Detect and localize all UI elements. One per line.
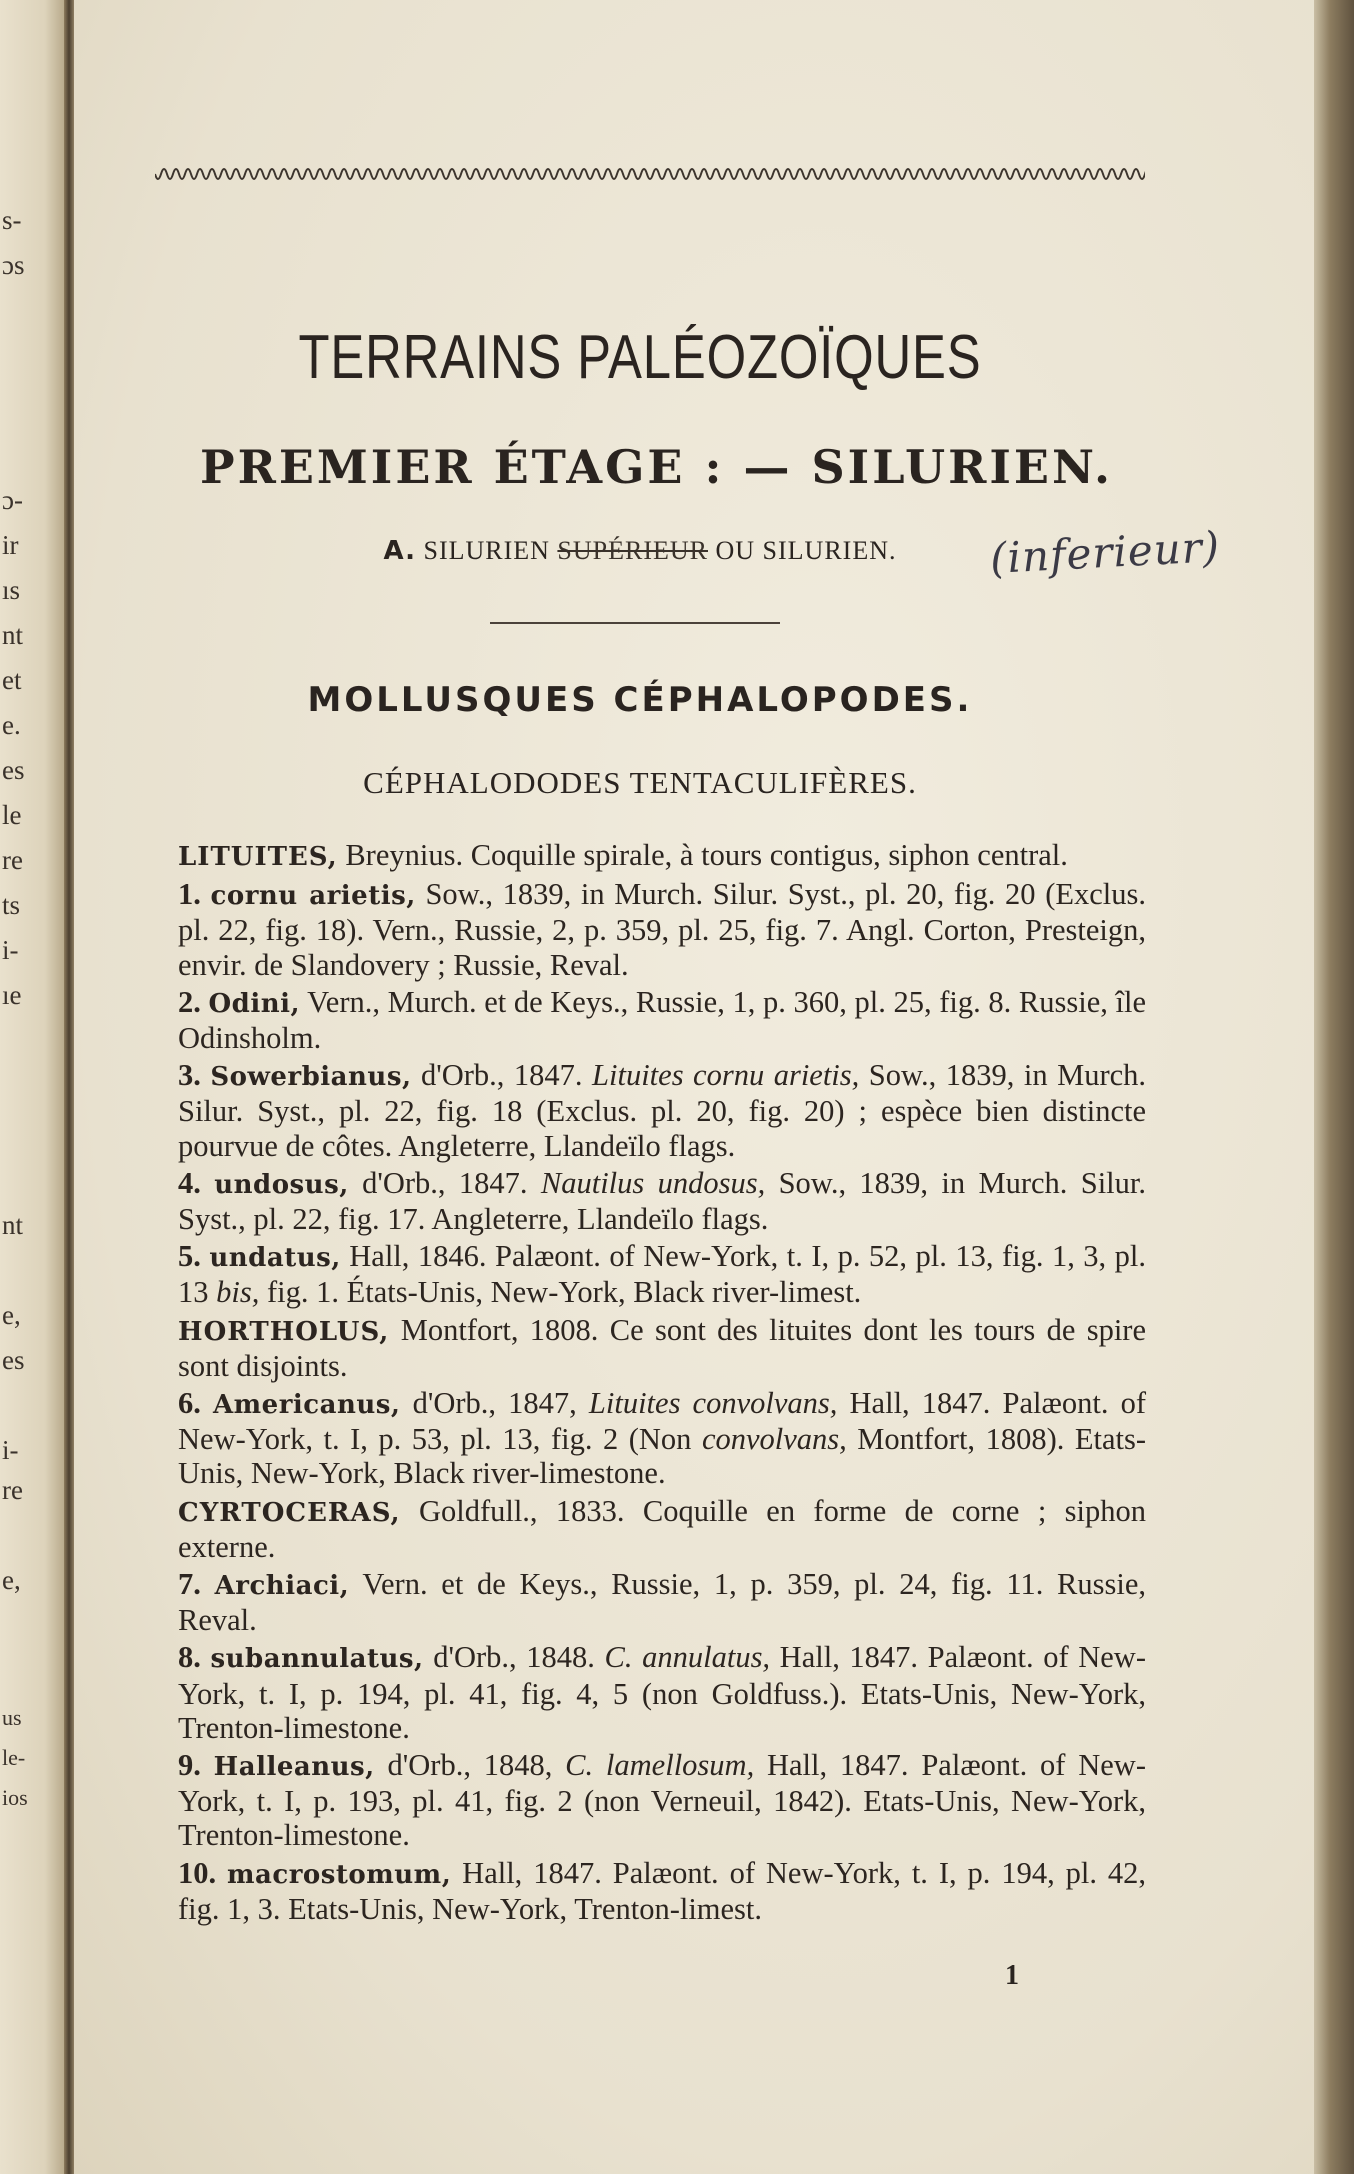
facing-text-fragment: ıe: [2, 980, 22, 1010]
entry-text: Hall, 1846. Palæont. of New-York, t. I, p. 52, pl. 13, fig. 1, 3, pl. 13: [178, 1239, 1147, 1310]
entry-number: 10.: [178, 1855, 217, 1890]
entry-text: fig. 1. États-Unis, New-York, Black river-limest.: [259, 1275, 862, 1310]
synonym: Nautilus undosus,: [540, 1165, 766, 1200]
page-title: TERRAINS PALÉOZOÏQUES: [298, 323, 982, 392]
species-entry: [178, 1058, 1146, 1163]
entry-text: Sow., 1839, in Murch. Silur. Syst., pl. 22, fig. 18 (Exclus. pl. 20, fig. 20) ; espèce bien distincte pourvue de côtes. Angleterre, Llandeïlo flags.: [178, 1058, 1147, 1163]
facing-text-fragment: e.: [2, 710, 21, 740]
synonym: Lituites cornu arietis,: [592, 1058, 860, 1093]
facing-text-fragment: us: [2, 1705, 22, 1730]
entry-number: 3.: [178, 1058, 201, 1093]
species-name: undatus,: [209, 1243, 341, 1274]
entry-text: d'Orb., 1847.: [348, 1165, 541, 1200]
handwritten-annotation: (inferieur): [988, 522, 1222, 583]
genus-entry-lituites: [178, 838, 1146, 874]
facing-text-fragment: ts: [2, 890, 21, 920]
species-name: subannulatus,: [210, 1644, 424, 1675]
stage-subtitle: PREMIER ÉTAGE : — SILURIEN.: [200, 440, 1114, 494]
species-name: Odini,: [208, 988, 301, 1019]
synonym: C. lamellosum,: [565, 1748, 755, 1783]
class-heading: MOLLUSQUES CÉPHALOPODES.: [307, 680, 973, 720]
entry-text: Vern., Murch. et de Keys., Russie, 1, p. 360, pl. 25, fig. 8. Russie, île Odinsholm.: [178, 984, 1146, 1056]
facing-text-fragment: s-: [2, 205, 22, 235]
genus-entry-hortholus: [178, 1313, 1146, 1383]
species-name: Sowerbianus,: [210, 1062, 412, 1093]
species-entry: [178, 1386, 1146, 1491]
facing-text-fragment: nt: [2, 620, 24, 650]
species-name: Americanus,: [213, 1390, 401, 1421]
entry-text: Hall, 1847. Palæont. of New-York, t. I, p. 53, pl. 13, fig. 2 (Non: [178, 1386, 1146, 1457]
ornamental-wavy-rule: [155, 160, 1145, 194]
facing-text-fragment: e,: [2, 1565, 21, 1595]
entry-text: Montfort, 1808. Ce sont des lituites dont les tours de spire sont disjoints.: [178, 1312, 1146, 1383]
synonym: Lituites convolvans,: [588, 1386, 838, 1421]
entry-text: Montfort, 1808). Etats-Unis, New-York, Black river-limestone.: [178, 1422, 1147, 1491]
entry-text: d'Orb., 1847,: [400, 1386, 589, 1421]
facing-text-fragment: es: [2, 1345, 25, 1375]
page-edge: [1314, 0, 1354, 2174]
species-entry: [178, 877, 1146, 982]
facing-text-fragment: ios: [2, 1785, 28, 1810]
book-gutter: [64, 0, 74, 2174]
facing-text-fragment: i-: [2, 1435, 19, 1465]
entry-number: 4.: [178, 1165, 201, 1200]
facing-text-fragment: et: [2, 665, 22, 695]
synonym: C. annulatus,: [604, 1640, 771, 1675]
entry-text: Hall, 1847. Palæont. of New-York, t. I, p. 193, pl. 41, fig. 2 (non Verneuil, 1842). Etats-Unis, New-York, Trenton-limestone.: [178, 1748, 1146, 1853]
facing-text-fragment: ɔ-: [2, 485, 23, 515]
entry-number: 7.: [178, 1567, 201, 1602]
facing-text-fragment: nt: [2, 1210, 24, 1240]
section-word: SILURIEN: [423, 536, 550, 565]
facing-text-fragment: i-: [2, 935, 19, 965]
species-entry: [178, 1640, 1146, 1745]
entry-text: Vern. et de Keys., Russie, 1, p. 359, pl. 24, fig. 11. Russie, Reval.: [178, 1567, 1147, 1638]
entry-text: Sow., 1839, in Murch. Silur. Syst., pl. 20, fig. 20 (Exclus. pl. 22, fig. 18). Vern., Russie, 2, p. 359, pl. 25, fig. 7. Angl. Corton, Presteign, envir. de Slandovery ; Russie, Reval.: [178, 877, 1146, 982]
page-number: 1: [1005, 1960, 1019, 1991]
genus-name: HORTHOLUS,: [178, 1316, 390, 1347]
facing-text-fragment: le-: [2, 1745, 26, 1770]
species-name: macrostomum,: [227, 1859, 452, 1890]
section-letter: A.: [383, 536, 416, 566]
species-entry: [178, 1239, 1146, 1309]
facing-text-fragment: le: [2, 800, 22, 830]
facing-text-fragment: ir: [2, 530, 19, 560]
entry-text: d'Orb., 1847.: [411, 1058, 593, 1093]
facing-page: [0, 0, 64, 2174]
synonym: convolvans,: [701, 1422, 847, 1457]
species-entry: [178, 1856, 1146, 1926]
facing-text-fragment: re: [2, 1475, 23, 1505]
entry-text: Breynius. Coquille spirale, à tours contigus, siphon central.: [337, 838, 1068, 872]
facing-text-fragment: ɔs: [2, 250, 25, 280]
species-entry: [178, 1166, 1146, 1236]
facing-text-fragment: e,: [2, 1300, 21, 1330]
facing-text-fragment: es: [2, 755, 25, 785]
entry-number: 1.: [178, 877, 201, 912]
genus-entry-cyrtoceras: [178, 1494, 1146, 1564]
species-name: undosus,: [214, 1169, 349, 1200]
entries-list: [178, 838, 1146, 1929]
entry-text: Hall, 1847. Palæont. of New-York, t. I, p. 194, pl. 41, fig. 4, 5 (non Goldfuss.). Etats-Unis, New-York, Trenton-limestone.: [178, 1640, 1146, 1745]
species-name: cornu arietis,: [210, 881, 416, 912]
order-heading: CÉPHALODODES TENTACULIFÈRES.: [363, 765, 917, 800]
horizontal-rule: [490, 622, 780, 624]
entry-text: d'Orb., 1848,: [374, 1748, 566, 1783]
entry-number: 8.: [178, 1640, 201, 1675]
entry-number: 6.: [178, 1386, 201, 1421]
entry-number: 2.: [178, 984, 201, 1019]
struck-word: SUPÉRIEUR: [557, 536, 708, 565]
entry-number: 5.: [178, 1239, 201, 1274]
genus-name: LITUITES,: [178, 842, 338, 872]
entry-text: Hall, 1847. Palæont. of New-York, t. I, p. 194, pl. 42, fig. 1, 3. Etats-Unis, New-York, Trenton-limest.: [178, 1855, 1146, 1926]
species-entry: [178, 1567, 1146, 1637]
species-name: Archiaci,: [214, 1571, 350, 1602]
synonym: bis,: [216, 1275, 260, 1310]
facing-text-fragment: re: [2, 845, 23, 875]
species-entry: [178, 985, 1146, 1055]
species-entry: [178, 1748, 1146, 1853]
entry-text: Sow., 1839, in Murch. Silur. Syst., pl. 22, fig. 17. Angleterre, Llandeïlo flags.: [178, 1165, 1146, 1237]
entry-text: d'Orb., 1848.: [423, 1640, 605, 1675]
genus-name: CYRTOCERAS,: [178, 1497, 401, 1528]
entry-number: 9.: [178, 1748, 201, 1783]
section-rest: OU SILURIEN.: [715, 536, 897, 565]
entry-text: Goldfull., 1833. Coquille en forme de corne ; siphon externe.: [178, 1493, 1146, 1564]
species-name: Halleanus,: [213, 1752, 375, 1783]
facing-text-fragment: ıs: [2, 575, 21, 605]
